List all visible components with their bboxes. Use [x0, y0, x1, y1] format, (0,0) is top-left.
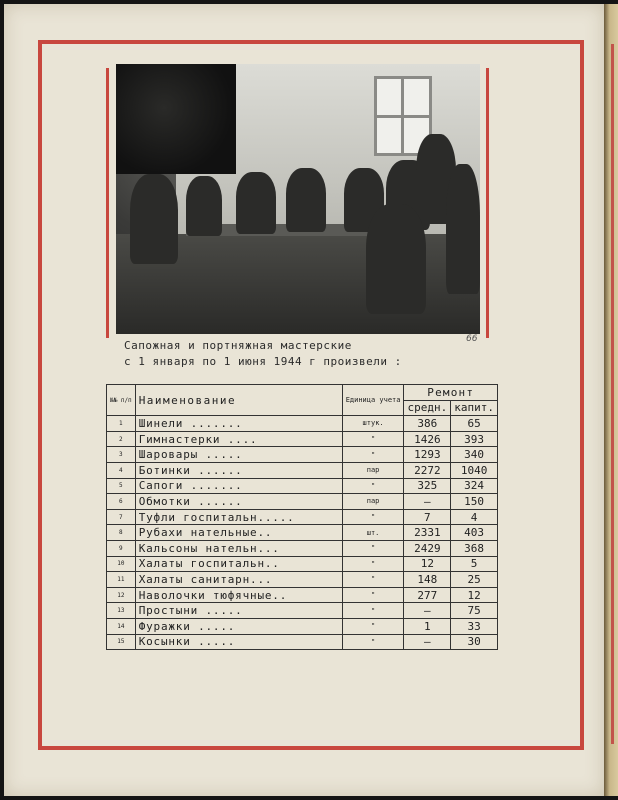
- row-repair-cap: 5: [451, 556, 498, 572]
- row-unit: ": [342, 603, 404, 619]
- row-repair-cap: 150: [451, 494, 498, 510]
- row-unit: штук.: [342, 416, 404, 432]
- caption: [124, 338, 484, 370]
- row-repair-mid: 2272: [404, 462, 451, 478]
- row-name: Сапоги .......: [135, 478, 342, 494]
- row-name: Простыни .....: [135, 603, 342, 619]
- row-unit: пар: [342, 494, 404, 510]
- row-name: Наволочки тюфячные..: [135, 587, 342, 603]
- row-repair-mid: 277: [404, 587, 451, 603]
- row-num: 4: [107, 462, 136, 478]
- row-name: Шаровары .....: [135, 447, 342, 463]
- caption-line-2: с 1 января по 1 июня 1944 г произвели :: [124, 355, 402, 368]
- next-page-edge: [604, 4, 618, 796]
- row-num: 2: [107, 431, 136, 447]
- row-repair-mid: 148: [404, 572, 451, 588]
- header-cap: капит.: [451, 400, 498, 416]
- row-name: Фуражки .....: [135, 618, 342, 634]
- row-repair-cap: 75: [451, 603, 498, 619]
- table-row: [107, 525, 498, 541]
- row-unit: ": [342, 509, 404, 525]
- row-num: 1: [107, 416, 136, 432]
- table-row: [107, 462, 498, 478]
- row-num: 6: [107, 494, 136, 510]
- row-name: Косынки .....: [135, 634, 342, 650]
- row-num: 9: [107, 540, 136, 556]
- row-repair-mid: 2429: [404, 540, 451, 556]
- row-num: 8: [107, 525, 136, 541]
- header-mid: средн.: [404, 400, 451, 416]
- row-repair-cap: 33: [451, 618, 498, 634]
- row-name: Ботинки ......: [135, 462, 342, 478]
- row-unit: шт.: [342, 525, 404, 541]
- row-unit: ": [342, 587, 404, 603]
- row-name: Рубахи нательные..: [135, 525, 342, 541]
- row-unit: ": [342, 634, 404, 650]
- row-name: Халаты санитарн...: [135, 572, 342, 588]
- frame-bottom: [38, 746, 584, 750]
- row-repair-cap: 4: [451, 509, 498, 525]
- row-repair-mid: –: [404, 494, 451, 510]
- row-repair-mid: 7: [404, 509, 451, 525]
- row-name: Халаты госпитальн..: [135, 556, 342, 572]
- table-row: [107, 587, 498, 603]
- row-num: 14: [107, 618, 136, 634]
- table-row: [107, 556, 498, 572]
- row-repair-mid: –: [404, 603, 451, 619]
- table-row: [107, 603, 498, 619]
- row-num: 3: [107, 447, 136, 463]
- row-repair-cap: 403: [451, 525, 498, 541]
- table-row: [107, 431, 498, 447]
- table-body: [107, 416, 498, 650]
- row-unit: ": [342, 431, 404, 447]
- header-row: [107, 385, 498, 401]
- frame-left: [38, 40, 42, 750]
- table-row: [107, 509, 498, 525]
- row-num: 15: [107, 634, 136, 650]
- row-num: 11: [107, 572, 136, 588]
- frame-top: [38, 40, 584, 44]
- row-name: Обмотки ......: [135, 494, 342, 510]
- caption-line-1: Сапожная и портняжная мастерские: [124, 339, 352, 352]
- row-repair-cap: 340: [451, 447, 498, 463]
- row-repair-mid: 325: [404, 478, 451, 494]
- photo-frame-left: [106, 68, 109, 338]
- row-repair-mid: 12: [404, 556, 451, 572]
- table-row: [107, 494, 498, 510]
- row-repair-cap: 12: [451, 587, 498, 603]
- table-row: [107, 618, 498, 634]
- row-num: 7: [107, 509, 136, 525]
- table-row: [107, 572, 498, 588]
- row-repair-cap: 30: [451, 634, 498, 650]
- row-unit: ": [342, 556, 404, 572]
- row-repair-cap: 1040: [451, 462, 498, 478]
- table-row: [107, 634, 498, 650]
- row-repair-cap: 393: [451, 431, 498, 447]
- table-row: [107, 447, 498, 463]
- workshop-photo: [116, 64, 480, 334]
- production-table: [106, 384, 498, 650]
- row-num: 5: [107, 478, 136, 494]
- row-repair-mid: 2331: [404, 525, 451, 541]
- row-repair-mid: –: [404, 634, 451, 650]
- row-repair-cap: 65: [451, 416, 498, 432]
- row-unit: ": [342, 478, 404, 494]
- table-row: [107, 478, 498, 494]
- frame-right: [580, 40, 584, 750]
- row-repair-mid: 386: [404, 416, 451, 432]
- row-num: 13: [107, 603, 136, 619]
- row-repair-cap: 324: [451, 478, 498, 494]
- row-repair-cap: 368: [451, 540, 498, 556]
- row-unit: ": [342, 447, 404, 463]
- row-unit: пар: [342, 462, 404, 478]
- page-number: 66: [466, 334, 478, 344]
- row-repair-cap: 25: [451, 572, 498, 588]
- row-repair-mid: 1426: [404, 431, 451, 447]
- header-repair: Ремонт: [404, 385, 498, 401]
- header-num: №№ п/п: [107, 385, 136, 416]
- row-name: Шинели .......: [135, 416, 342, 432]
- row-num: 10: [107, 556, 136, 572]
- row-unit: ": [342, 540, 404, 556]
- header-unit: Единица учета: [342, 385, 404, 416]
- table-row: [107, 416, 498, 432]
- row-repair-mid: 1293: [404, 447, 451, 463]
- row-name: Гимнастерки ....: [135, 431, 342, 447]
- row-repair-mid: 1: [404, 618, 451, 634]
- row-name: Кальсоны нательн...: [135, 540, 342, 556]
- header-name: Наименование: [135, 385, 342, 416]
- row-num: 12: [107, 587, 136, 603]
- table-row: [107, 540, 498, 556]
- photo-frame-right: [486, 68, 489, 338]
- row-unit: ": [342, 618, 404, 634]
- row-name: Туфли госпитальн.....: [135, 509, 342, 525]
- row-unit: ": [342, 572, 404, 588]
